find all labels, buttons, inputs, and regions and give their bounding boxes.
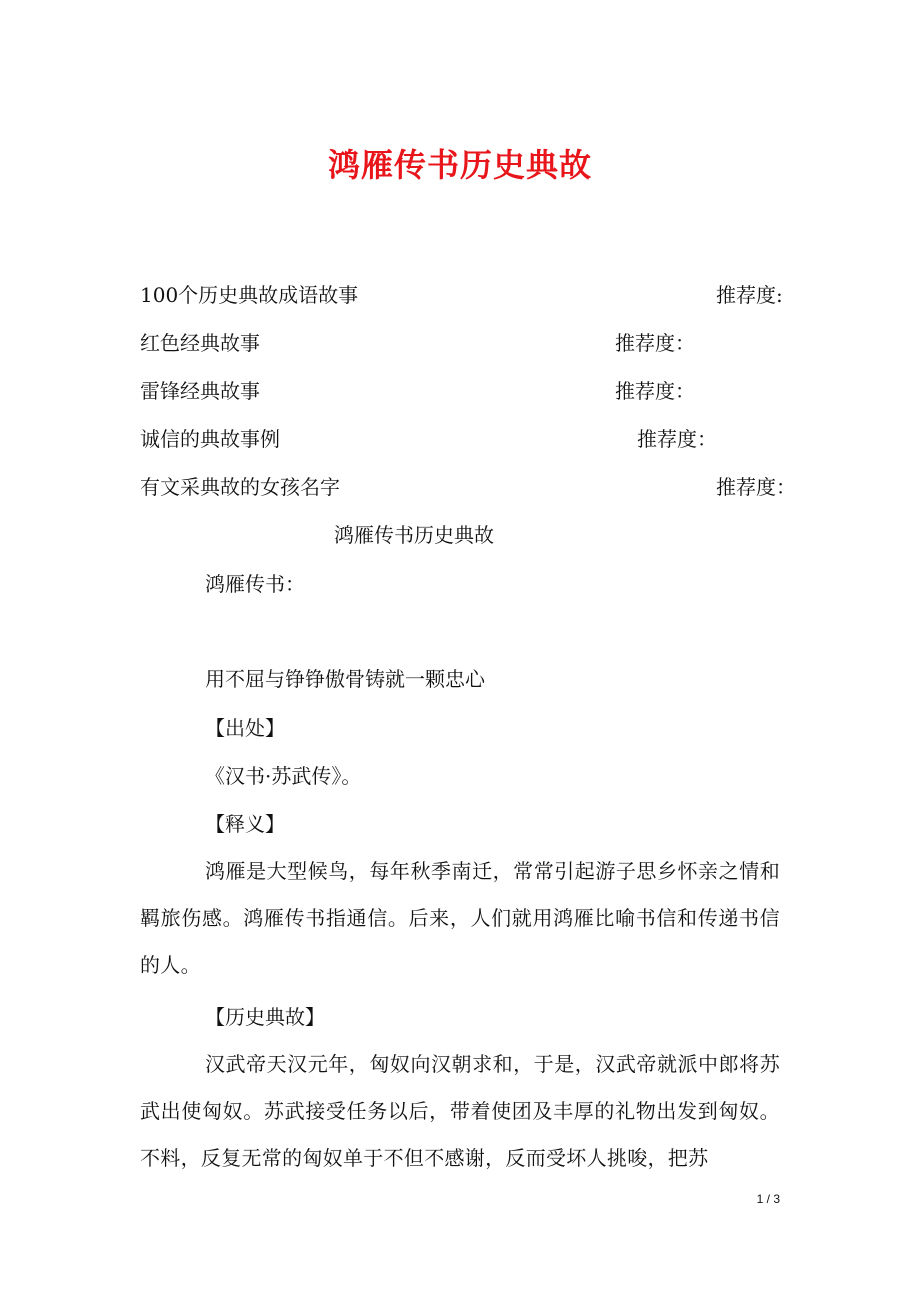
recommendation-rating-label: 推荐度： — [615, 379, 695, 403]
article-tagline: 用不屈与铮铮傲骨铸就一颗忠心 — [205, 667, 485, 691]
recommendation-title[interactable]: 红色经典故事 — [140, 331, 260, 355]
recommendation-row[interactable] — [140, 473, 796, 501]
recommendation-rating-label: 推荐度: — [716, 283, 783, 307]
recommendation-title[interactable]: 诚信的典故事例 — [140, 427, 280, 451]
story-section-label: 【历史典故】 — [205, 1005, 325, 1029]
recommendation-row[interactable] — [140, 377, 695, 405]
recommendation-row[interactable] — [140, 425, 717, 453]
document-title: 鸿雁传书历史典故 — [327, 146, 592, 184]
page-number: 1 / 3 — [756, 1192, 780, 1206]
source-text: 《汉书·苏武传》。 — [205, 764, 362, 788]
recommendation-row[interactable] — [140, 281, 783, 309]
source-section-label: 【出处】 — [205, 716, 285, 740]
meaning-paragraph: 鸿雁是大型候鸟，每年秋季南迁，常常引起游子思乡怀亲之情和羁旅伤感。鸿雁传书指通信。后来，人们就用鸿雁比喻书信和传递书信的人。 — [140, 859, 780, 977]
recommendation-title[interactable]: 雷锋经典故事 — [140, 379, 260, 403]
recommendation-rating-label: 推荐度： — [716, 475, 796, 499]
meaning-section-label: 【释义】 — [205, 812, 285, 836]
recommendation-title[interactable]: 有文采典故的女孩名字 — [140, 475, 340, 499]
recommendation-rating-label: 推荐度： — [615, 331, 695, 355]
story-paragraph: 汉武帝天汉元年，匈奴向汉朝求和，于是，汉武帝就派中郎将苏武出使匈奴。苏武接受任务以后，带着使团及丰厚的礼物出发到匈奴。不料，反复无常的匈奴单于不但不感谢，反而受坏人挑唆，把苏 — [140, 1052, 780, 1170]
article-subtitle: 鸿雁传书历史典故 — [334, 523, 494, 547]
article-heading: 鸿雁传书： — [205, 572, 305, 596]
recommendation-rating-label: 推荐度： — [637, 427, 717, 451]
recommendation-title[interactable]: 100个历史典故成语故事 — [140, 283, 359, 307]
recommendation-row[interactable] — [140, 329, 695, 357]
